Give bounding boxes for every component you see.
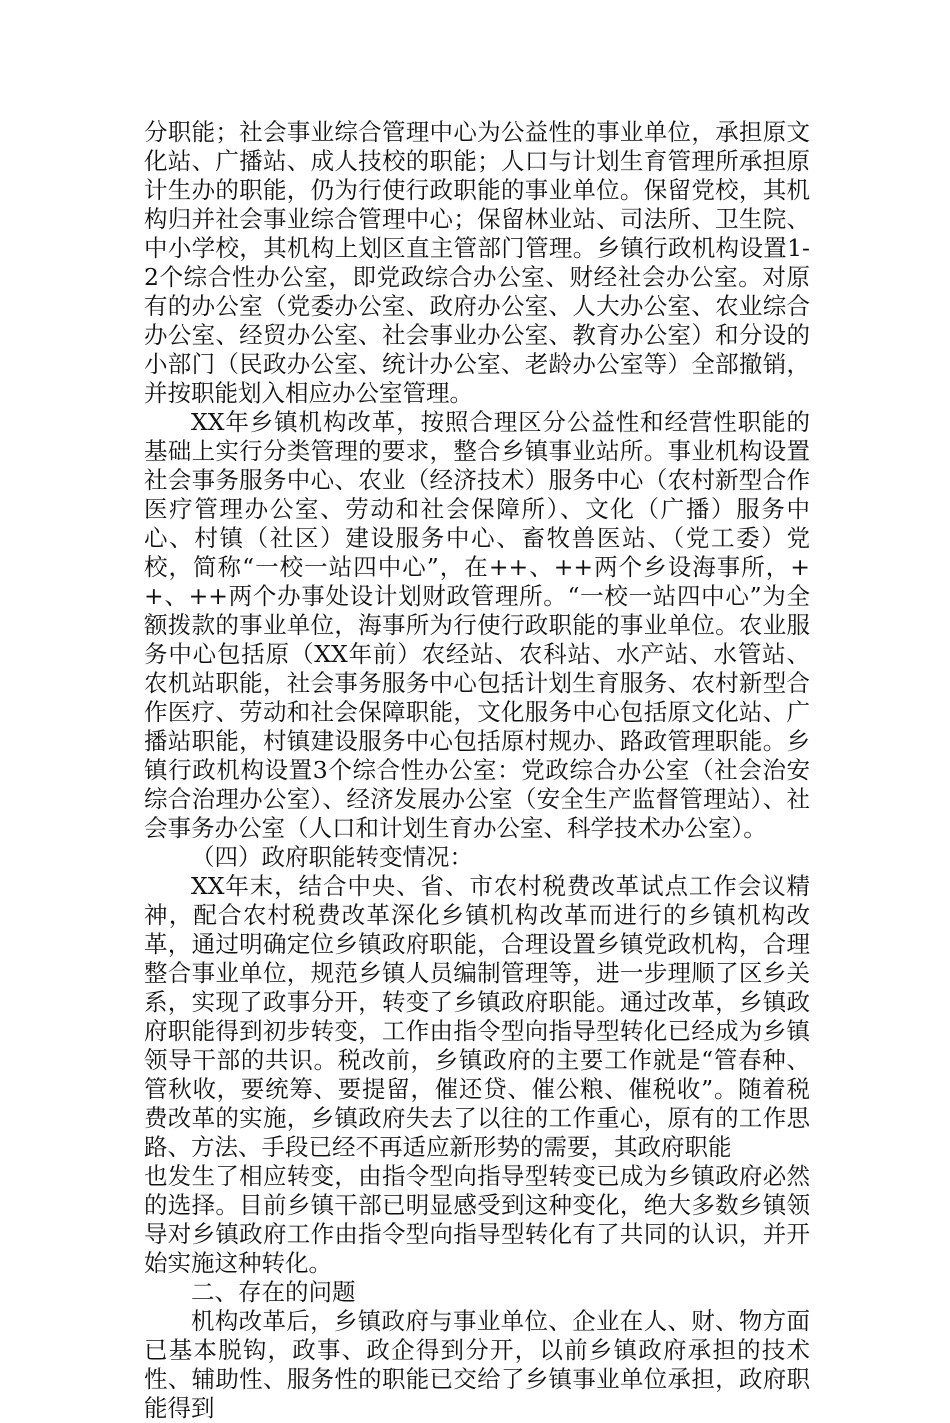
- section-heading-function-change: （四）政府职能转变情况：: [191, 843, 473, 871]
- paragraph-function-change-continued: 也发生了相应转变，由指令型向指导型转变已成为乡镇政府必然的选择。目前乡镇干部已明显感受到这种变化，绝大多数乡镇领导对乡镇政府工作由指令型向指导型转化有了共同的认识，并开始实施这种转化。: [144, 1162, 810, 1277]
- section-heading-problems: 二、存在的问题: [191, 1278, 356, 1306]
- document-body: [144, 118, 810, 1423]
- paragraph-function-change: XX年末，结合中央、省、市农村税费改革试点工作会议精神，配合农村税费改革深化乡镇机构改革而进行的乡镇机构改革，通过明确定位乡镇政府职能，合理设置乡镇党政机构，合理整合事业单位，规范乡镇人员编制管理等，进一步理顺了区乡关系，实现了政事分开，转变了乡镇政府职能。通过改革，乡镇政府职能得到初步转变，工作由指令型向指导型转化已经成为乡镇领导干部的共识。税改前，乡镇政府的主要工作就是“管春种、管秋收，要统筹、要提留，催还贷、催公粮、催税收”。随着税费改革的实施，乡镇政府失去了以往的工作重心，原有的工作思路、方法、手段已经不再适应新形势的需要，其政府职能: [144, 872, 810, 1161]
- paragraph-problems: 机构改革后，乡镇政府与事业单位、企业在人、财、物方面已基本脱钩，政事、政企得到分开，以前乡镇政府承担的技术性、辅助性、服务性的职能已交给了乡镇事业单位承担，政府职能得到: [144, 1307, 810, 1422]
- paragraph-township-reform: XX年乡镇机构改革，按照合理区分公益性和经营性职能的基础上实行分类管理的要求，整合乡镇事业站所。事业机构设置社会事务服务中心、农业（经济技术）服务中心（农村新型合作医疗管理办公室、劳动和社会保障所）、文化（广播）服务中心、村镇（社区）建设服务中心、畜牧兽医站、（党工委）党校，简称“一校一站四中心”，在++、++两个乡设海事所，++、++两个办事处设计划财政管理所。“一校一站四中心”为全额拨款的事业单位，海事所为行使行政职能的事业单位。农业服务中心包括原（XX年前）农经站、农科站、水产站、水管站、农机站职能，社会事务服务中心包括计划生育服务、农村新型合作医疗、劳动和社会保障职能，文化服务中心包括原文化站、广播站职能，村镇建设服务中心包括原村规办、路政管理职能。乡镇行政机构设置3个综合性办公室：党政综合办公室（社会治安综合治理办公室）、经济发展办公室（安全生产监督管理站）、社会事务办公室（人口和计划生育办公室、科学技术办公室）。: [144, 408, 810, 842]
- paragraph-continued: 分职能；社会事业综合管理中心为公益性的事业单位，承担原文化站、广播站、成人技校的职能；人口与计划生育管理所承担原计生办的职能，仍为行使行政职能的事业单位。保留党校，其机构归并社会事业综合管理中心；保留林业站、司法所、卫生院、中小学校，其机构上划区直主管部门管理。乡镇行政机构设置1-2个综合性办公室，即党政综合办公室、财经社会办公室。对原有的办公室（党委办公室、政府办公室、人大办公室、农业综合办公室、经贸办公室、社会事业办公室、教育办公室）和分设的小部门（民政办公室、统计办公室、老龄办公室等）全部撤销，并按职能划入相应办公室管理。: [144, 118, 810, 407]
